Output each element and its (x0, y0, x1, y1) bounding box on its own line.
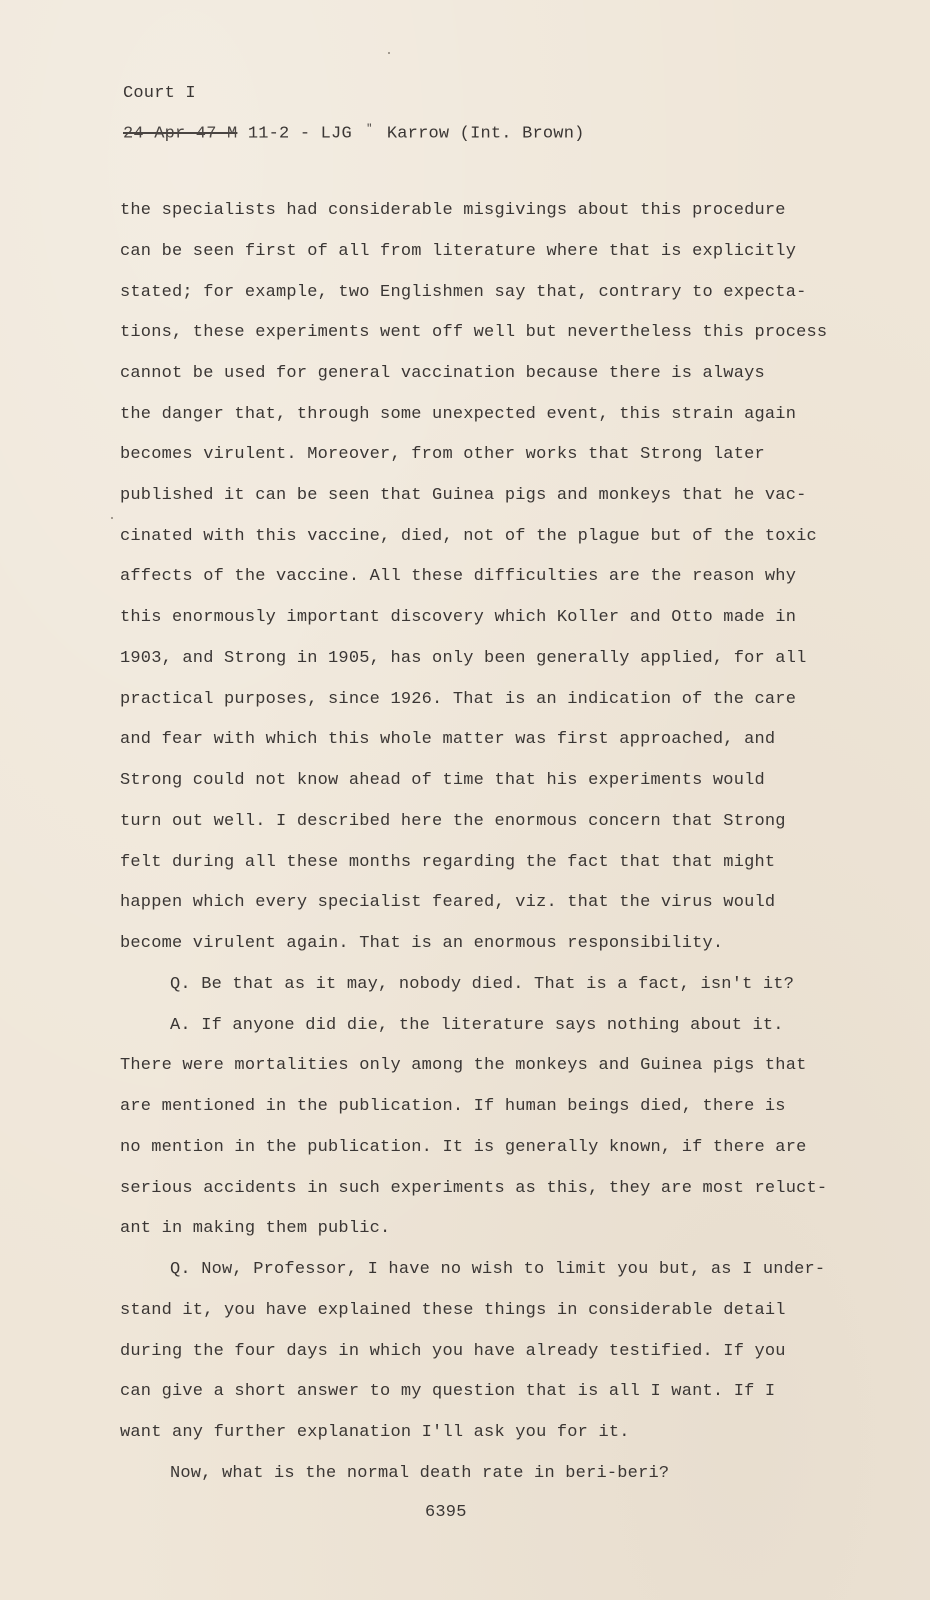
text-line: can be seen first of all from literature where that is explicitly (120, 242, 797, 261)
paper-speck (388, 52, 390, 54)
page-number: 6395 (425, 1503, 467, 1522)
text-line: stated; for example, two Englishmen say that, contrary to expecta- (120, 283, 807, 302)
text-line: There were mortalities only among the monkeys and Guinea pigs that (120, 1056, 807, 1075)
handwritten-mark: " (366, 124, 373, 135)
struck-date: 24 Apr 47-M (123, 124, 238, 144)
text-line: tions, these experiments went off well but nevertheless this process (120, 323, 828, 342)
question-line: Q. Be that as it may, nobody died. That is a fact, isn't it? (170, 975, 795, 994)
text-line: Now, what is the normal death rate in beri-beri? (170, 1464, 670, 1483)
paper-speck (111, 517, 113, 519)
text-line: ant in making them public. (120, 1219, 391, 1238)
text-line: Strong could not know ahead of time that his experiments would (120, 771, 765, 790)
text-line: this enormously important discovery which Koller and Otto made in (120, 608, 797, 627)
text-line: happen which every specialist feared, viz. that the virus would (120, 893, 776, 912)
session-header (123, 119, 585, 146)
text-line: serious accidents in such experiments as this, they are most reluct- (120, 1179, 828, 1198)
text-line: can give a short answer to my question that is all I want. If I (120, 1382, 776, 1401)
text-line: and fear with which this whole matter was first approached, and (120, 730, 776, 749)
text-line: turn out well. I described here the enormous concern that Strong (120, 812, 786, 831)
session-code: 11-2 - LJG (247, 124, 352, 144)
question-line: Q. Now, Professor, I have no wish to limit you but, as I under- (170, 1260, 826, 1279)
text-line: cinated with this vaccine, died, not of the plague but of the toxic (120, 527, 817, 546)
text-line: the specialists had considerable misgivings about this procedure (120, 201, 786, 220)
text-line: during the four days in which you have already testified. If you (120, 1342, 786, 1361)
answer-line: A. If anyone did die, the literature says nothing about it. (170, 1016, 784, 1035)
text-line: become virulent again. That is an enormous responsibility. (120, 934, 724, 953)
text-line: felt during all these months regarding the fact that that might (120, 853, 776, 872)
text-line: no mention in the publication. It is generally known, if there are (120, 1138, 807, 1157)
text-line: stand it, you have explained these things in considerable detail (120, 1301, 786, 1320)
text-line: 1903, and Strong in 1905, has only been generally applied, for all (120, 649, 807, 668)
text-line: affects of the vaccine. All these difficulties are the reason why (120, 567, 797, 586)
court-label: Court I (123, 84, 196, 103)
text-line: want any further explanation I'll ask you for it. (120, 1423, 630, 1442)
text-line: becomes virulent. Moreover, from other works that Strong later (120, 445, 765, 464)
text-line: cannot be used for general vaccination because there is always (120, 364, 765, 383)
reporter-name: Karrow (Int. Brown) (386, 124, 585, 144)
text-line: published it can be seen that Guinea pigs and monkeys that he vac- (120, 486, 807, 505)
text-line: the danger that, through some unexpected event, this strain again (120, 405, 797, 424)
text-line: are mentioned in the publication. If human beings died, there is (120, 1097, 786, 1116)
text-line: practical purposes, since 1926. That is an indication of the care (120, 690, 797, 709)
